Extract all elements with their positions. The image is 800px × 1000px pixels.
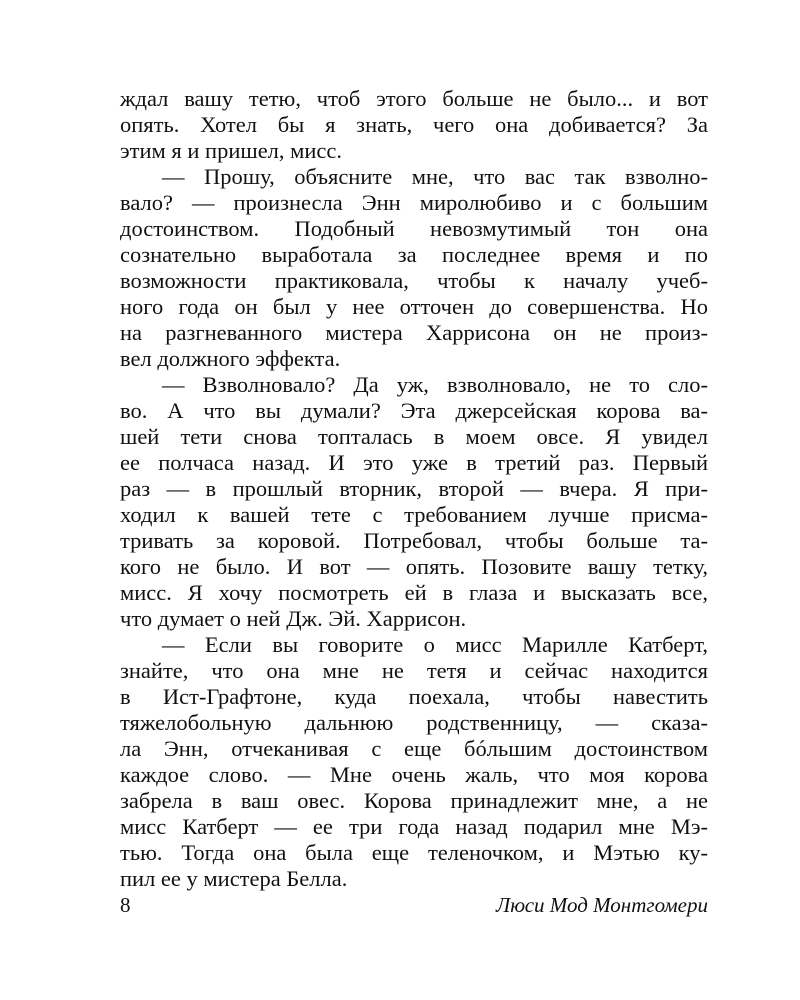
text-line: этим я и пришел, мисс. [120,138,343,163]
text-line: достоинством. Подобный невозмутимый тон она [120,216,708,241]
text-line: ла Энн, отчеканивая с еще бóльшим достоинством [120,736,708,761]
page-footer [120,890,708,920]
text-line: тривать за коровой. Потребовал, чтобы больше та- [120,528,708,553]
text-line: шей тети снова топталась в моем овсе. Я увидел [120,424,708,449]
page-number: 8 [120,893,131,917]
text-line: пил ее у мистера Белла. [120,866,348,891]
text-line: — Взволновало? Да уж, взволновало, не то сло- [162,372,708,397]
text-line: тяжелобольную дальнюю родственницу, — сказа- [120,710,708,735]
text-line: в Ист-Графтоне, куда поехала, чтобы навестить [120,684,708,709]
text-line: — Если вы говорите о мисс Марилле Катберт, [162,632,708,657]
text-line: опять. Хотел бы я знать, чего она добивается? За [120,112,708,137]
text-line: — Прошу, объясните мне, что вас так взволно- [162,164,708,189]
text-line: сознательно выработала за последнее время и по [120,242,708,267]
text-line: раз — в прошлый вторник, второй — вчера. Я при- [120,476,708,501]
text-line: знайте, что она мне не тетя и сейчас находится [120,658,708,683]
text-line: на разгневанного мистера Харрисона он не произ- [120,320,708,345]
text-line: вел должного эффекта. [120,346,341,371]
text-line: ходил к вашей тете с требованием лучше присма- [120,502,708,527]
text-line: тью. Тогда она была еще теленочком, и Мэтью ку- [120,840,708,865]
text-line: возможности практиковала, чтобы к началу учеб- [120,268,708,293]
text-line: каждое слово. — Мне очень жаль, что моя корова [120,762,708,787]
text-line: мисс Катберт — ее три года назад подарил мне Мэ- [120,814,708,839]
text-line: забрела в ваш овес. Корова принадлежит мне, а не [120,788,708,813]
page-body [120,86,708,892]
text-line: что думает о ней Дж. Эй. Харрисон. [120,606,467,631]
text-line: во. А что вы думали? Эта джерсейская корова ва- [120,398,708,423]
text-line: ного года он был у нее отточен до совершенства. Но [120,294,708,319]
running-title: Люси Мод Монтгомери [495,893,708,917]
text-line: ее полчаса назад. И это уже в третий раз. Первый [120,450,708,475]
text-line: вало? — произнесла Энн миролюбиво и с большим [120,190,708,215]
text-line: кого не было. И вот — опять. Позовите вашу тетку, [120,554,708,579]
text-line: ждал вашу тетю, чтоб этого больше не было... и вот [120,86,708,111]
text-line: мисс. Я хочу посмотреть ей в глаза и высказать все, [120,580,708,605]
